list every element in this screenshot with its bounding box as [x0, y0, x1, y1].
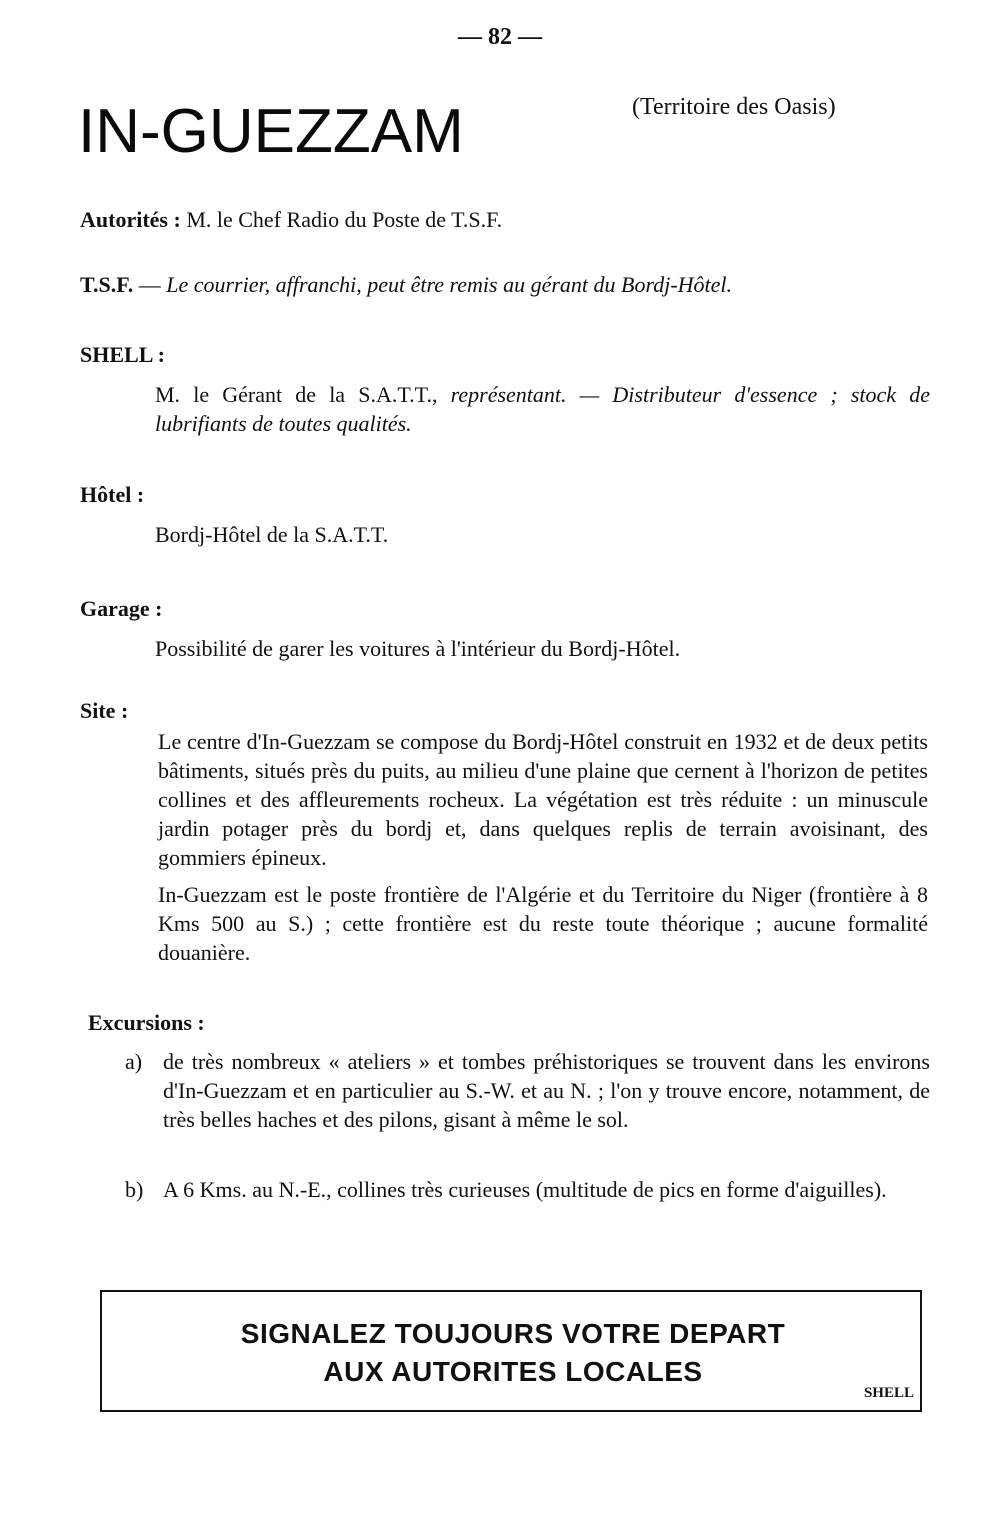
list-item-text: A 6 Kms. au N.-E., collines très curieuses (multitude de pics en forme d'aiguilles).	[163, 1177, 887, 1202]
site-body	[158, 727, 928, 975]
shell-text-italic: représentant. — Distributeur d'essence ; stock de lubrifiants de toutes qualités.	[155, 382, 930, 436]
notice-brand: SHELL	[863, 1385, 914, 1401]
hotel-text: Bordj-Hôtel de la S.A.T.T.	[155, 522, 389, 547]
tsf-dash: —	[133, 272, 167, 297]
page-title: IN-GUEZZAM	[78, 97, 464, 166]
list-item-text: de très nombreux « ateliers » et tombes préhistoriques se trouvent dans les environs d'In-Guezzam et en particulier au S.-W. et au N. ; l'on y trouve encore, notamment, de très belles haches et des pilons, gisant à même le sol.	[163, 1049, 930, 1132]
autorites-label: Autorités :	[80, 207, 181, 232]
tsf-label: T.S.F.	[80, 272, 134, 297]
site-heading	[80, 696, 940, 725]
garage-heading	[80, 594, 940, 623]
page-number: — 82 —	[458, 24, 542, 50]
tsf-section	[80, 270, 940, 299]
notice-line-2: AUX AUTORITES LOCALES	[323, 1356, 703, 1387]
garage-text: Possibilité de garer les voitures à l'intérieur du Bordj-Hôtel.	[155, 636, 681, 661]
garage-label: Garage :	[80, 596, 163, 621]
site-label: Site :	[80, 698, 129, 723]
autorites-text: M. le Chef Radio du Poste de T.S.F.	[186, 207, 503, 232]
site-paragraph: Le centre d'In-Guezzam se compose du Bordj-Hôtel construit en 1932 et de deux petits bâtiments, situés près du puits, au milieu d'une plaine que cernent à l'horizon de petites collines et des affleurements rocheux. La végétation est très réduite : un minuscule jardin potager près du bordj et, dans quelques replis de terrain avoisinant, des gommiers épineux.	[158, 729, 928, 870]
notice-box	[100, 1290, 922, 1412]
hotel-label: Hôtel :	[80, 482, 145, 507]
shell-heading	[80, 340, 940, 369]
list-item	[125, 1175, 930, 1204]
shell-text-plain: M. le Gérant de la S.A.T.T.,	[155, 382, 451, 407]
excursions-heading	[88, 1008, 948, 1037]
list-item-marker: a)	[125, 1049, 143, 1074]
shell-text	[155, 380, 930, 438]
site-paragraph: In-Guezzam est le poste frontière de l'Algérie et du Territoire du Niger (frontière à 8 Kms 500 au S.) ; cette frontière est du reste toute théorique ; aucune formalité douanière.	[158, 882, 928, 965]
page-subtitle: (Territoire des Oasis)	[632, 94, 836, 120]
hotel-heading	[80, 480, 940, 509]
tsf-text: Le courrier, affranchi, peut être remis au gérant du Bordj-Hôtel.	[166, 272, 733, 297]
excursions-label: Excursions :	[88, 1010, 205, 1035]
list-item-marker: b)	[125, 1177, 144, 1202]
notice-line-1: SIGNALEZ TOUJOURS VOTRE DEPART	[240, 1318, 786, 1349]
shell-label: SHELL :	[80, 342, 165, 367]
autorites-section	[80, 205, 940, 234]
list-item	[125, 1047, 930, 1134]
